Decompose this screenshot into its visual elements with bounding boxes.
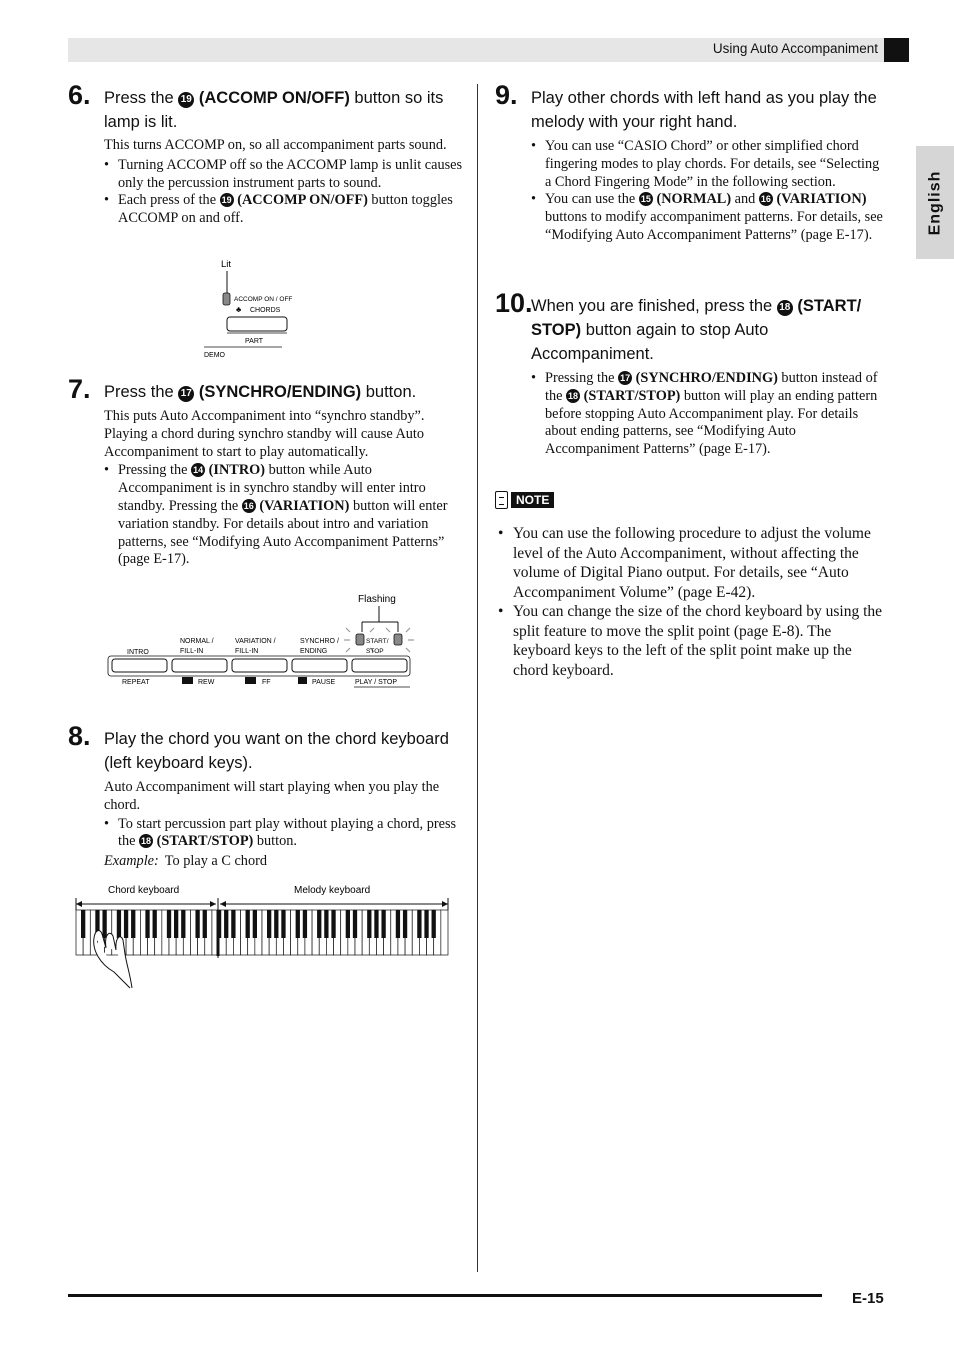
lit-label: Lit (221, 259, 232, 270)
step-number: 10. (495, 288, 533, 318)
title-text: When you are finished, press the (531, 297, 777, 315)
button-number-badge: 17 (620, 373, 631, 383)
chords-icon: ♣ (236, 305, 242, 314)
control-panel-figure (100, 588, 430, 692)
chord-keyboard-label: Chord keyboard (108, 885, 180, 896)
bullet-text: buttons to modify accompaniment patterns. For details, see “Modifying Auto Accompaniment Patterns” (page E-17). (545, 209, 883, 243)
bullet-text: Pressing the (545, 370, 619, 386)
step-6 (68, 80, 468, 228)
example-text: To play a C chord (164, 853, 268, 870)
page-number: E-15 (852, 1290, 884, 1307)
black-key (317, 910, 321, 938)
start-label: START/ (366, 638, 389, 645)
black-key (346, 910, 350, 938)
rew-icon (182, 677, 193, 684)
note-bullet-item: • You can use the following procedure to adjust the volume level of the Auto Accompaniment, without affecting the volume of Digital Piano output. For details, see “Auto Accompaniment Volume” (page E-42). (495, 524, 885, 602)
bullet-text: button instead of the (545, 370, 878, 404)
start-stop-button (352, 659, 407, 672)
button-number-badge: 17 (178, 386, 194, 402)
black-key (203, 910, 207, 938)
black-key (367, 910, 371, 938)
step-title (104, 380, 468, 404)
pause-label: PAUSE (312, 679, 336, 686)
title-text: button. (361, 383, 417, 401)
black-key (281, 910, 285, 938)
note-bullet-item: • You can change the size of the chord keyboard by using the split feature to move the split point (page E-8). The keyboard keys to the left of the split point make up the chord keyboard. (495, 602, 885, 680)
button-name: (NORMAL) (656, 191, 732, 208)
accomp-button-figure (200, 255, 300, 361)
black-key (417, 910, 421, 938)
step-8 (68, 721, 468, 871)
bullet-text: Pressing the (118, 462, 192, 479)
ending-label: ENDING (300, 648, 328, 655)
button-number-badge: 18 (141, 836, 152, 847)
black-key (253, 910, 257, 938)
button-name: (INTRO) (208, 462, 266, 479)
black-key (432, 910, 436, 938)
note-badge (495, 491, 554, 509)
stop-label: STOP (366, 648, 384, 655)
ff-icon (245, 677, 256, 684)
black-key (374, 910, 378, 938)
button-number-badge: 16 (243, 500, 254, 511)
black-key (331, 910, 335, 938)
button-name: (ACCOMP ON/OFF) (198, 89, 350, 107)
normal-button (172, 659, 227, 672)
black-key (296, 910, 300, 938)
note-label: NOTE (511, 492, 554, 508)
example-label: Example: (104, 853, 159, 870)
black-key (81, 910, 85, 938)
bullet-text: button will enter variation standby. For details about intro and variation patterns, see “Modifying Auto Accompaniment Patterns” (page E-17). (118, 497, 448, 568)
melody-keyboard-label: Melody keyboard (294, 885, 371, 896)
black-key (124, 910, 128, 938)
black-key (381, 910, 385, 938)
black-key (181, 910, 185, 938)
black-key (231, 910, 235, 938)
step-number: 8. (68, 721, 91, 751)
black-key (102, 910, 106, 938)
flashing-label: Flashing (358, 594, 396, 605)
button-name: (START/STOP) (156, 833, 254, 850)
button-name: (ACCOMP ON/OFF) (237, 192, 368, 209)
synchro-label: SYNCHRO / (300, 638, 339, 645)
bullet-item: • You can use “CASIO Chord” or other simplified chord fingering modes to play chords. For details, see “Selecting a Chord Fingering Mode” in the following section. (531, 138, 887, 191)
black-key (424, 910, 428, 938)
step-10 (495, 288, 887, 459)
button-number-badge: 18 (568, 390, 579, 401)
bullet-item: • Turning ACCOMP off so the ACCOMP lamp is unlit causes only the percussion instrument parts to sound. (104, 157, 468, 193)
variation-button (232, 659, 287, 672)
black-key (303, 910, 307, 938)
button-number-badge: 18 (777, 300, 793, 316)
step-title (531, 294, 887, 366)
fillin2-label: FILL-IN (235, 648, 259, 655)
fillin-label: FILL-IN (180, 648, 204, 655)
step-7 (68, 374, 468, 569)
repeat-label: REPEAT (122, 679, 150, 686)
accomp-button (227, 317, 287, 331)
note-pad-icon (495, 491, 508, 509)
step-body: This puts Auto Accompaniment into “synchro standby”. Playing a chord during synchro standby will cause Auto Accompaniment to start to play automatically. (104, 408, 425, 460)
footer-rule (68, 1294, 822, 1297)
example-line (104, 853, 468, 871)
white-key (441, 910, 448, 955)
bullet-list (531, 370, 887, 459)
step-body: Auto Accompaniment will start playing when you play the chord. (104, 779, 440, 813)
language-tab-label: English (926, 170, 943, 235)
bullet-item (104, 192, 468, 228)
bullet-text: You can use the (545, 191, 639, 208)
step-number: 9. (495, 80, 518, 110)
step-body: This turns ACCOMP on, so all accompaniment parts sound. (104, 137, 447, 153)
bullet-text: Each press of the (118, 192, 220, 209)
bullet-item (104, 816, 468, 852)
bullet-text: button will play an ending pattern before stopping Auto Accompaniment play. For details about ending patterns, see “Modifying Auto Accompaniment Patterns” (page E-17). (545, 387, 878, 458)
black-key (195, 910, 199, 938)
normal-label: NORMAL / (180, 638, 214, 645)
play-stop-label: PLAY / STOP (355, 679, 398, 686)
bullet-list (104, 157, 468, 228)
title-text: button again to stop Auto Accompaniment. (531, 321, 769, 363)
rew-label: REW (198, 679, 215, 686)
black-key (353, 910, 357, 938)
bullet-text: button while Auto Accompaniment is in synchro standby will enter intro standby. Pressing the (118, 462, 426, 514)
accomp-lamp (223, 293, 230, 305)
intro-button (112, 659, 167, 672)
bullet-text: To start percussion part play without playing a chord, press the (118, 815, 457, 850)
step-title: Play the chord you want on the chord keyboard (left keyboard keys). (104, 730, 449, 772)
black-key (324, 910, 328, 938)
title-text: Press the (104, 383, 179, 401)
title-text: button so its lamp is lit. (104, 89, 444, 131)
step-number: 6. (68, 80, 91, 110)
black-key (145, 910, 149, 938)
black-key (396, 910, 400, 938)
bullet-list (104, 462, 468, 569)
start-lamp (394, 634, 402, 645)
bullet-list (104, 816, 468, 852)
pause-icon (298, 677, 307, 684)
button-number-badge: 19 (178, 92, 194, 108)
header-title: Using Auto Accompaniment (712, 41, 878, 56)
ff-label: FF (262, 679, 271, 686)
step-title: Play other chords with left hand as you play the melody with your right hand. (531, 89, 877, 131)
black-key (274, 910, 278, 938)
step-title (104, 86, 468, 134)
keyboard-figure (70, 878, 460, 990)
step-9 (495, 80, 887, 245)
bullet-text: button. (253, 833, 297, 850)
part-label: PART (245, 338, 264, 345)
bullet-text: and (731, 191, 759, 208)
chords-label: CHORDS (250, 307, 281, 314)
synchro-button (292, 659, 347, 672)
black-key (117, 910, 121, 938)
black-key (174, 910, 178, 938)
variation-label: VARIATION / (235, 638, 276, 645)
button-number-badge: 19 (221, 195, 232, 206)
intro-label: INTRO (127, 649, 149, 656)
button-name: (VARIATION) (776, 191, 867, 208)
bullet-item (531, 191, 887, 244)
button-number-badge: 16 (760, 194, 771, 205)
button-number-badge: 15 (640, 194, 651, 205)
bullet-text: button toggles ACCOMP on and off. (118, 192, 453, 227)
header-block (884, 38, 909, 62)
black-key (131, 910, 135, 938)
black-key (403, 910, 407, 938)
black-key (224, 910, 228, 938)
step-number: 7. (68, 374, 91, 404)
black-key (153, 910, 157, 938)
black-key (246, 910, 250, 938)
bullet-list (531, 138, 887, 245)
button-name: (SYNCHRO/ENDING) (198, 383, 362, 401)
button-name: (SYNCHRO/ENDING) (635, 370, 778, 386)
demo-label: DEMO (204, 352, 225, 359)
button-name: (VARIATION) (259, 497, 350, 514)
note-section (495, 491, 885, 680)
bullet-item (531, 370, 887, 459)
bullet-item (104, 462, 468, 569)
synchro-lamp (356, 634, 364, 645)
button-name: (START/ STOP) (531, 297, 862, 339)
button-number-badge: 14 (193, 465, 204, 476)
button-name: (START/STOP) (583, 387, 681, 404)
note-bullet-list (495, 524, 885, 680)
black-key (167, 910, 171, 938)
black-key (267, 910, 271, 938)
language-tab (916, 146, 954, 259)
column-divider (477, 84, 478, 1272)
title-text: Press the (104, 89, 179, 107)
accomp-label: ACCOMP ON / OFF (234, 296, 293, 303)
